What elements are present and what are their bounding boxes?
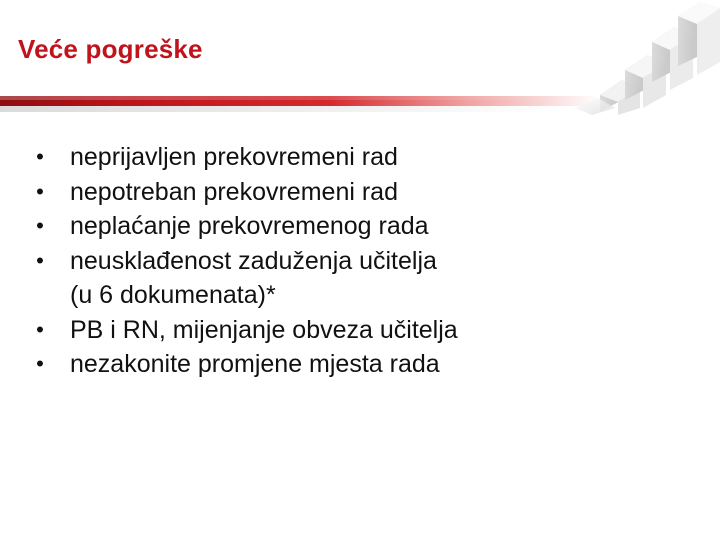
bullet-text: neplaćanje prekovremenog rada bbox=[70, 212, 429, 240]
bullet-dot-icon: • bbox=[36, 213, 44, 238]
slide-title: Veće pogreške bbox=[18, 34, 203, 64]
bullet-dot-icon: • bbox=[36, 178, 44, 204]
bullet-text: nepotreban prekovremeni rad bbox=[70, 177, 398, 206]
bullet-text: neusklađenost zaduženja učitelja bbox=[70, 246, 437, 275]
bullet-text: nezakonite promjene mjesta rada bbox=[70, 350, 440, 378]
bullet-dot-icon: • bbox=[36, 247, 44, 273]
bullet-item bbox=[30, 244, 680, 313]
bullet-text: PB i RN, mijenjanje obveza učitelja bbox=[70, 315, 458, 344]
bullet-text: (u 6 dokumenata)* bbox=[70, 281, 276, 309]
bullet-text: neprijavljen prekovremeni rad bbox=[70, 143, 398, 171]
bullet-dot-icon: • bbox=[36, 144, 44, 169]
bullet-item bbox=[30, 140, 680, 175]
bullet-list bbox=[30, 140, 680, 382]
bullet-item bbox=[30, 209, 680, 244]
bullet-item bbox=[30, 313, 680, 348]
title-underline-highlight bbox=[0, 96, 600, 100]
decorative-blocks-icon bbox=[570, 0, 720, 115]
bullet-dot-icon: • bbox=[36, 316, 44, 342]
bullet-item bbox=[30, 175, 680, 210]
title-underline-shadow bbox=[0, 106, 560, 112]
bullet-item bbox=[30, 347, 680, 382]
bullet-dot-icon: • bbox=[36, 351, 44, 376]
